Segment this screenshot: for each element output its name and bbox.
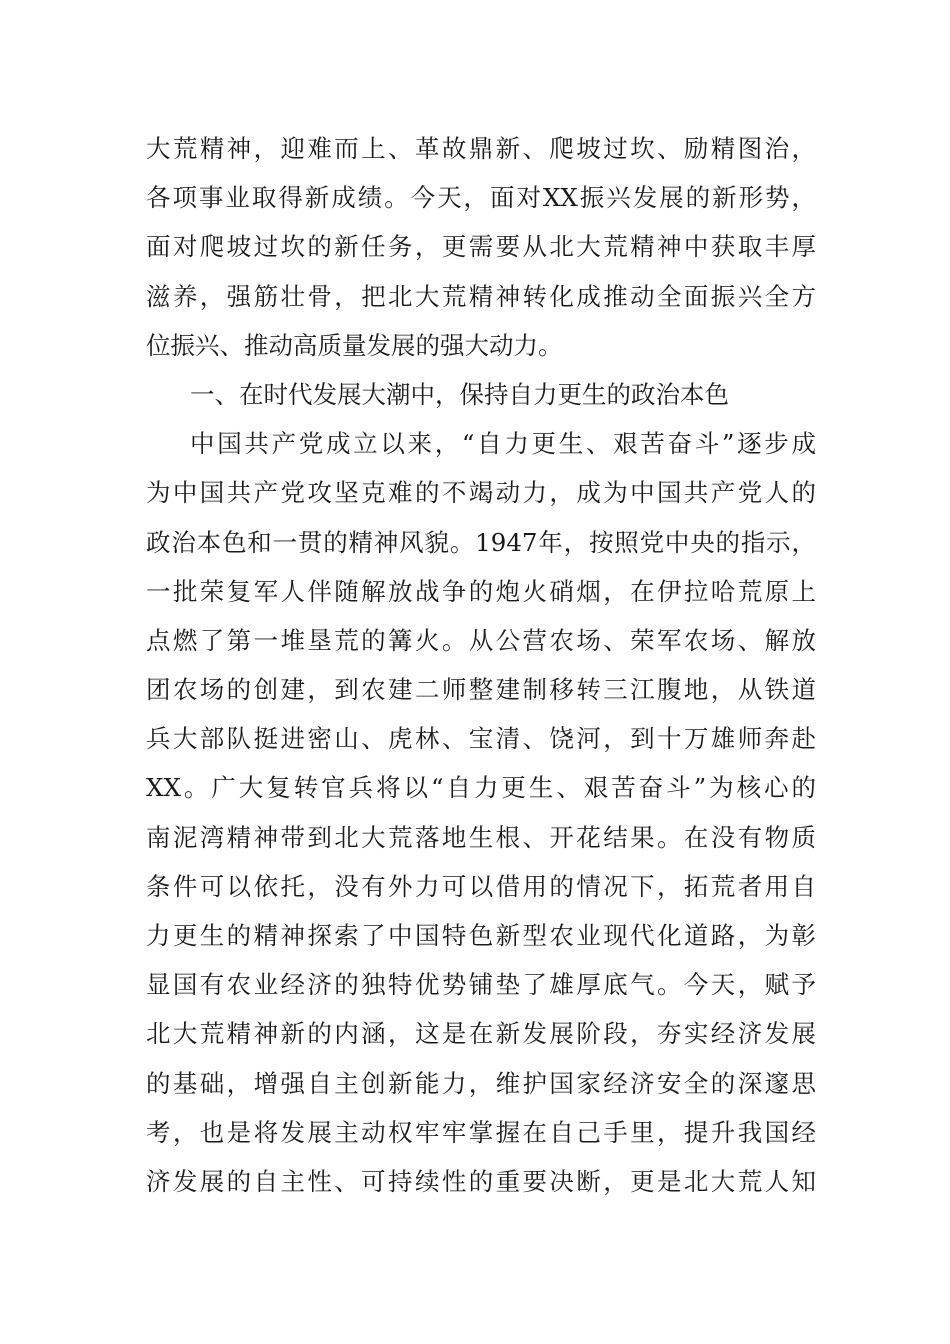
text-line: 大荒精神，迎难而上、革故鼎新、爬坡过坎、励精图治， — [146, 134, 816, 163]
text-line: 考，也是将发展主动权牢牢掌握在自己手里，提升我国经 — [146, 1117, 816, 1147]
text-line: 政治本色和一贯的精神风貌。1947年，按照党中央的指示， — [146, 527, 816, 557]
text-line: 为中国共产党攻坚克难的不竭动力，成为中国共产党人的 — [146, 478, 816, 508]
text-line: 兵大部队挺进密山、虎林、宝清、饶河，到十万雄师奔赴 — [146, 724, 816, 754]
text-line: 团农场的创建，到农建二师整建制移转三江腹地，从铁道 — [146, 675, 816, 705]
text-line: 北大荒精神新的内涵，这是在新发展阶段，夯实经济发展 — [146, 1019, 816, 1049]
text-line: 力更生的精神探索了中国特色新型农业现代化道路，为彰 — [146, 921, 816, 950]
text-line: 位振兴、推动高质量发展的强大动力。 — [146, 330, 563, 360]
text-line: 一批荣复军人伴随解放战争的炮火硝烟，在伊拉哈荒原上 — [146, 576, 816, 606]
text-line: 点燃了第一堆垦荒的篝火。从公营农场、荣军农场、解放 — [146, 625, 816, 655]
text-line: 的基础，增强自主创新能力，维护国家经济安全的深邃思 — [146, 1068, 816, 1098]
text-line: 中国共产党成立以来，“自力更生、艰苦奋斗”逐步成 — [190, 429, 816, 459]
text-line: 南泥湾精神带到北大荒落地生根、开花结果。在没有物质 — [146, 822, 816, 852]
text-line: 滋养，强筋壮骨，把北大荒精神转化成推动全面振兴全方 — [146, 281, 816, 311]
text-line: 济发展的自主性、可持续性的重要决断，更是北大荒人知 — [146, 1166, 816, 1196]
section-heading: 一、在时代发展大潮中，保持自力更生的政治本色 — [190, 379, 729, 409]
text-line: XX。广大复转官兵将以“自力更生、艰苦奋斗”为核心的 — [146, 773, 816, 803]
body-text — [146, 124, 816, 1206]
text-line: 面对爬坡过坎的新任务，更需要从北大荒精神中获取丰厚 — [146, 232, 816, 262]
text-line: 条件可以依托，没有外力可以借用的情况下，拓荒者用自 — [146, 871, 816, 901]
text-line: 显国有农业经济的独特优势铺垫了雄厚底气。今天，赋予 — [146, 970, 816, 1000]
text-line: 各项事业取得新成绩。今天，面对XX振兴发展的新形势， — [146, 183, 816, 213]
